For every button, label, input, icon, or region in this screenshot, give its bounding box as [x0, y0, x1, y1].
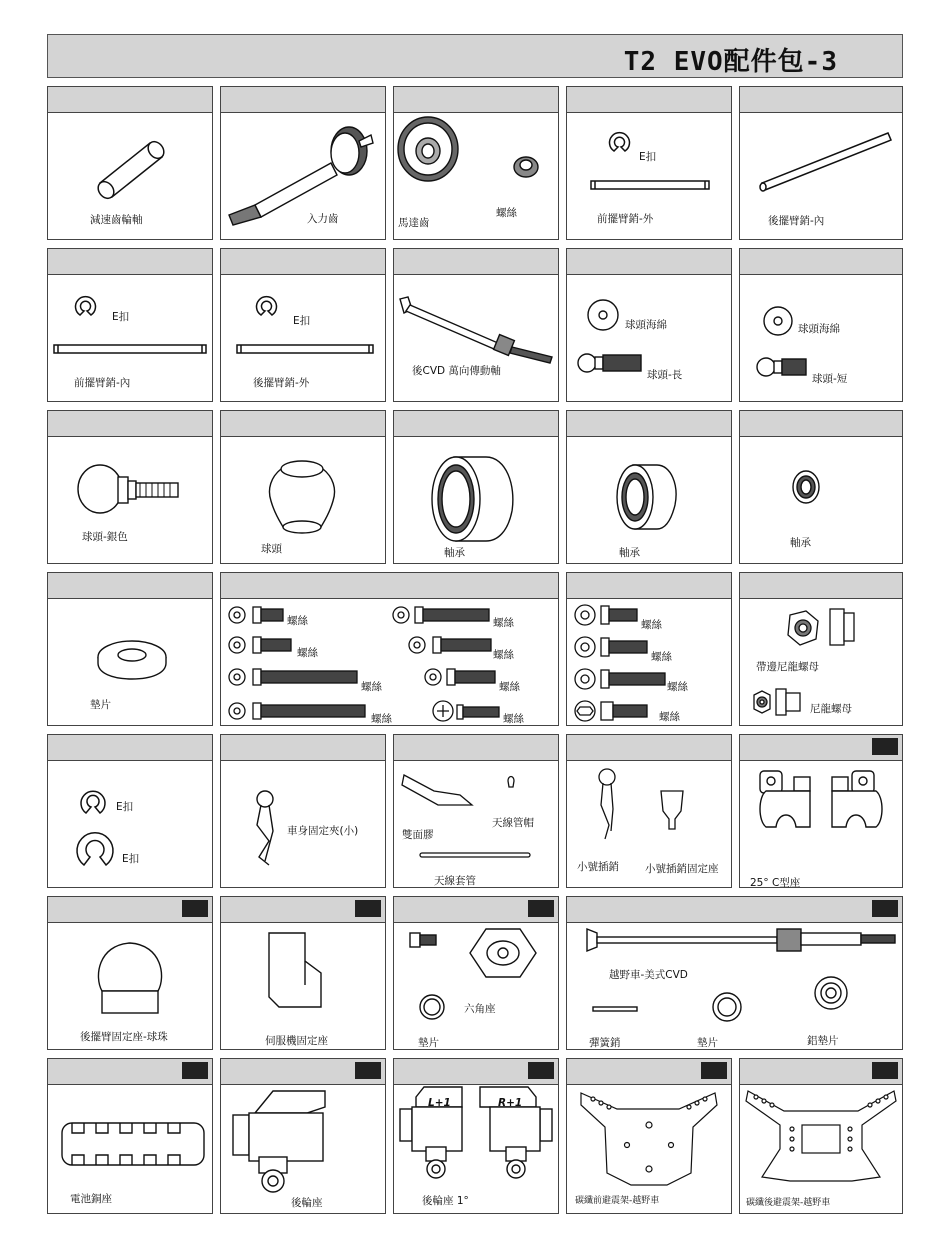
label-screw: 螺絲 [659, 711, 680, 723]
page-title-banner [47, 34, 903, 78]
label-small-pin-mount: 小號插銷固定座 [645, 863, 719, 875]
label-washer: 墊片 [90, 699, 111, 711]
part-cell-nylon-nuts [739, 572, 903, 726]
label-screw: 螺絲 [371, 713, 392, 725]
part-cell-antenna [393, 734, 559, 888]
part-cell-rear-hub [220, 1058, 386, 1214]
label-battery-holder: 電池銅座 [70, 1193, 112, 1205]
cell-header [48, 573, 212, 599]
carbon-rear-tower-drawing [740, 1085, 902, 1213]
label-double-tape: 雙面膠 [402, 829, 434, 841]
label-front-arm-pin-in: 前擺臂銷-內 [74, 377, 131, 389]
label-reduction-shaft: 減速齒輪軸 [90, 214, 143, 226]
cell-header [394, 411, 558, 437]
label-rear-arm-pin-out: 後擺臂銷-外 [253, 377, 310, 389]
option-badge [355, 1062, 381, 1079]
option-badge [528, 1062, 554, 1079]
cell-header [221, 735, 385, 761]
cell-header [221, 411, 385, 437]
part-cell-rear-arm-pin-out [220, 248, 386, 402]
part-cell-washer [47, 572, 213, 726]
part-cell-ball-long [566, 248, 732, 402]
rear-cvd-drawing [394, 275, 558, 401]
label-ball-sponge: 球頭海綿 [625, 319, 667, 331]
label-flange-nylon-nut: 帶邊尼龍螺母 [756, 661, 819, 673]
part-cell-rear-cvd [393, 248, 559, 402]
part-cell-ball-cup [220, 410, 386, 564]
cell-header [48, 897, 212, 923]
label-rear-arm-pin-in: 後擺臂銷-內 [768, 215, 825, 227]
part-cell-input-gear [220, 86, 386, 240]
part-cell-ball-short [739, 248, 903, 402]
hub-right-tag: R+1 [498, 1097, 523, 1109]
washer-drawing [48, 599, 212, 725]
part-cell-offroad-cvd [566, 896, 903, 1050]
eclips-drawing [48, 761, 212, 887]
label-set-screw: 螺絲 [496, 207, 517, 219]
part-cell-ball-silver [47, 410, 213, 564]
label-small-pin: 小號插銷 [577, 861, 619, 873]
offroad-cvd-drawing [567, 923, 902, 1049]
part-cell-bearing-small [739, 410, 903, 564]
label-input-gear: 入力齒 [307, 213, 339, 225]
label-rear-cvd: 後CVD 萬向傳動軸 [412, 365, 501, 377]
label-rear-hub: 後輪座 [291, 1197, 323, 1209]
cell-header [221, 87, 385, 113]
cell-header [394, 87, 558, 113]
label-ball-silver: 球頭-銀色 [82, 531, 128, 543]
part-cell-c-hub [739, 734, 903, 888]
cell-header [740, 1059, 902, 1085]
label-screw: 螺絲 [503, 713, 524, 725]
bearing-large-drawing [394, 437, 558, 563]
cell-header [740, 573, 902, 599]
option-badge [182, 1062, 208, 1079]
part-cell-motor-gear [393, 86, 559, 240]
rear-hub-1deg-drawing [394, 1085, 558, 1213]
option-badge [182, 900, 208, 917]
cell-header [567, 249, 731, 275]
part-cell-carbon-rear-tower [739, 1058, 903, 1214]
option-badge [872, 900, 898, 917]
label-bearing: 軸承 [619, 547, 640, 559]
c-hub-drawing [740, 761, 902, 887]
part-cell-rear-hub-1deg [393, 1058, 559, 1214]
bearing-medium-drawing [567, 437, 731, 563]
cell-header [221, 897, 385, 923]
label-ball-short: 球頭-短 [812, 373, 848, 385]
label-eclip: E扣 [112, 311, 130, 323]
cell-header [48, 249, 212, 275]
cell-header [221, 249, 385, 275]
cell-header [48, 735, 212, 761]
cell-header [48, 411, 212, 437]
cell-header [48, 1059, 212, 1085]
cell-header [740, 87, 902, 113]
cell-header [740, 411, 902, 437]
cell-header [567, 1059, 731, 1085]
label-spring-pin: 彈簧銷 [589, 1037, 621, 1049]
label-offroad-cvd: 越野車-美式CVD [609, 969, 688, 981]
cell-header [567, 735, 731, 761]
option-badge [872, 738, 898, 755]
rear-hub-drawing [221, 1085, 385, 1213]
part-cell-screw-set-a [220, 572, 559, 726]
cell-header [48, 87, 212, 113]
page-title: T2 EVO配件包-3 [623, 47, 838, 77]
part-cell-body-clip-small [220, 734, 386, 888]
cell-header [394, 735, 558, 761]
part-cell-reduction-gear-shaft [47, 86, 213, 240]
part-cell-front-arm-pin-out [566, 86, 732, 240]
label-hex-hub: 六角座 [464, 1003, 496, 1015]
cell-header [221, 573, 558, 599]
hex-hub-drawing [394, 923, 558, 1049]
input-gear-drawing [221, 113, 385, 239]
label-servo-mount: 伺服機固定座 [265, 1035, 328, 1047]
label-eclip: E扣 [293, 315, 311, 327]
label-body-clip-small: 車身固定夾(小) [287, 825, 359, 837]
label-eclip: E扣 [116, 801, 134, 813]
part-cell-bearing-medium [566, 410, 732, 564]
label-screw: 螺絲 [493, 617, 514, 629]
part-cell-rear-arm-pin-in [739, 86, 903, 240]
part-cell-front-arm-pin-in [47, 248, 213, 402]
label-screw: 螺絲 [499, 681, 520, 693]
cell-header [567, 87, 731, 113]
cell-header [394, 897, 558, 923]
part-cell-hex-hub [393, 896, 559, 1050]
cell-header [394, 249, 558, 275]
label-washer: 墊片 [697, 1037, 718, 1049]
label-carbon-front-tower: 碳纖前避震架-越野車 [575, 1196, 660, 1206]
label-antenna-tube: 天線套管 [434, 875, 476, 887]
ball-long-drawing [567, 275, 731, 401]
part-cell-bearing-large [393, 410, 559, 564]
label-front-arm-pin-out: 前擺臂銷-外 [597, 213, 654, 225]
label-screw: 螺絲 [297, 647, 318, 659]
part-cell-battery-holder [47, 1058, 213, 1214]
option-badge [355, 900, 381, 917]
cell-header [221, 1059, 385, 1085]
cell-header [567, 411, 731, 437]
cell-header [567, 573, 731, 599]
label-motor-gear: 馬達齒 [398, 217, 430, 229]
label-washer: 墊片 [418, 1037, 439, 1049]
label-eclip: E扣 [639, 151, 657, 163]
label-alu-washer: 鋁墊片 [807, 1035, 839, 1047]
option-badge [701, 1062, 727, 1079]
label-screw: 螺絲 [667, 681, 688, 693]
hub-left-tag: L+1 [428, 1097, 451, 1109]
ball-cup-drawing [221, 437, 385, 563]
label-screw: 螺絲 [287, 615, 308, 627]
label-c-hub: 25° C型座 [750, 877, 801, 888]
label-screw: 螺絲 [493, 649, 514, 661]
part-cell-eclips [47, 734, 213, 888]
label-screw: 螺絲 [651, 651, 672, 663]
label-bearing: 軸承 [790, 537, 811, 549]
label-ball-cup: 球頭 [261, 543, 282, 555]
ball-silver-drawing [48, 437, 212, 563]
label-eclip: E扣 [122, 853, 140, 865]
cell-header [567, 897, 902, 923]
option-badge [872, 1062, 898, 1079]
cell-header [740, 249, 902, 275]
cell-header [740, 735, 902, 761]
cell-header [394, 1059, 558, 1085]
label-screw: 螺絲 [361, 681, 382, 693]
part-cell-small-pin [566, 734, 732, 888]
option-badge [528, 900, 554, 917]
label-bearing: 軸承 [444, 547, 465, 559]
label-ball-sponge: 球頭海綿 [798, 323, 840, 335]
part-cell-carbon-front-tower [566, 1058, 732, 1214]
label-carbon-rear-tower: 碳纖後避震架-越野車 [746, 1198, 831, 1208]
label-rear-hub-1deg: 後輪座 1° [422, 1195, 469, 1207]
part-cell-rear-arm-ball-mount [47, 896, 213, 1050]
servo-mount-drawing [221, 923, 385, 1049]
part-cell-servo-mount [220, 896, 386, 1050]
label-nylon-nut: 尼龍螺母 [810, 703, 852, 715]
label-antenna-cap: 天線管帽 [492, 817, 534, 829]
label-ball-long: 球頭-長 [647, 369, 683, 381]
label-screw: 螺絲 [641, 619, 662, 631]
label-rear-arm-ball-mount: 後擺臂固定座-球珠 [80, 1031, 168, 1043]
bearing-small-drawing [740, 437, 902, 563]
part-cell-screw-set-b [566, 572, 732, 726]
